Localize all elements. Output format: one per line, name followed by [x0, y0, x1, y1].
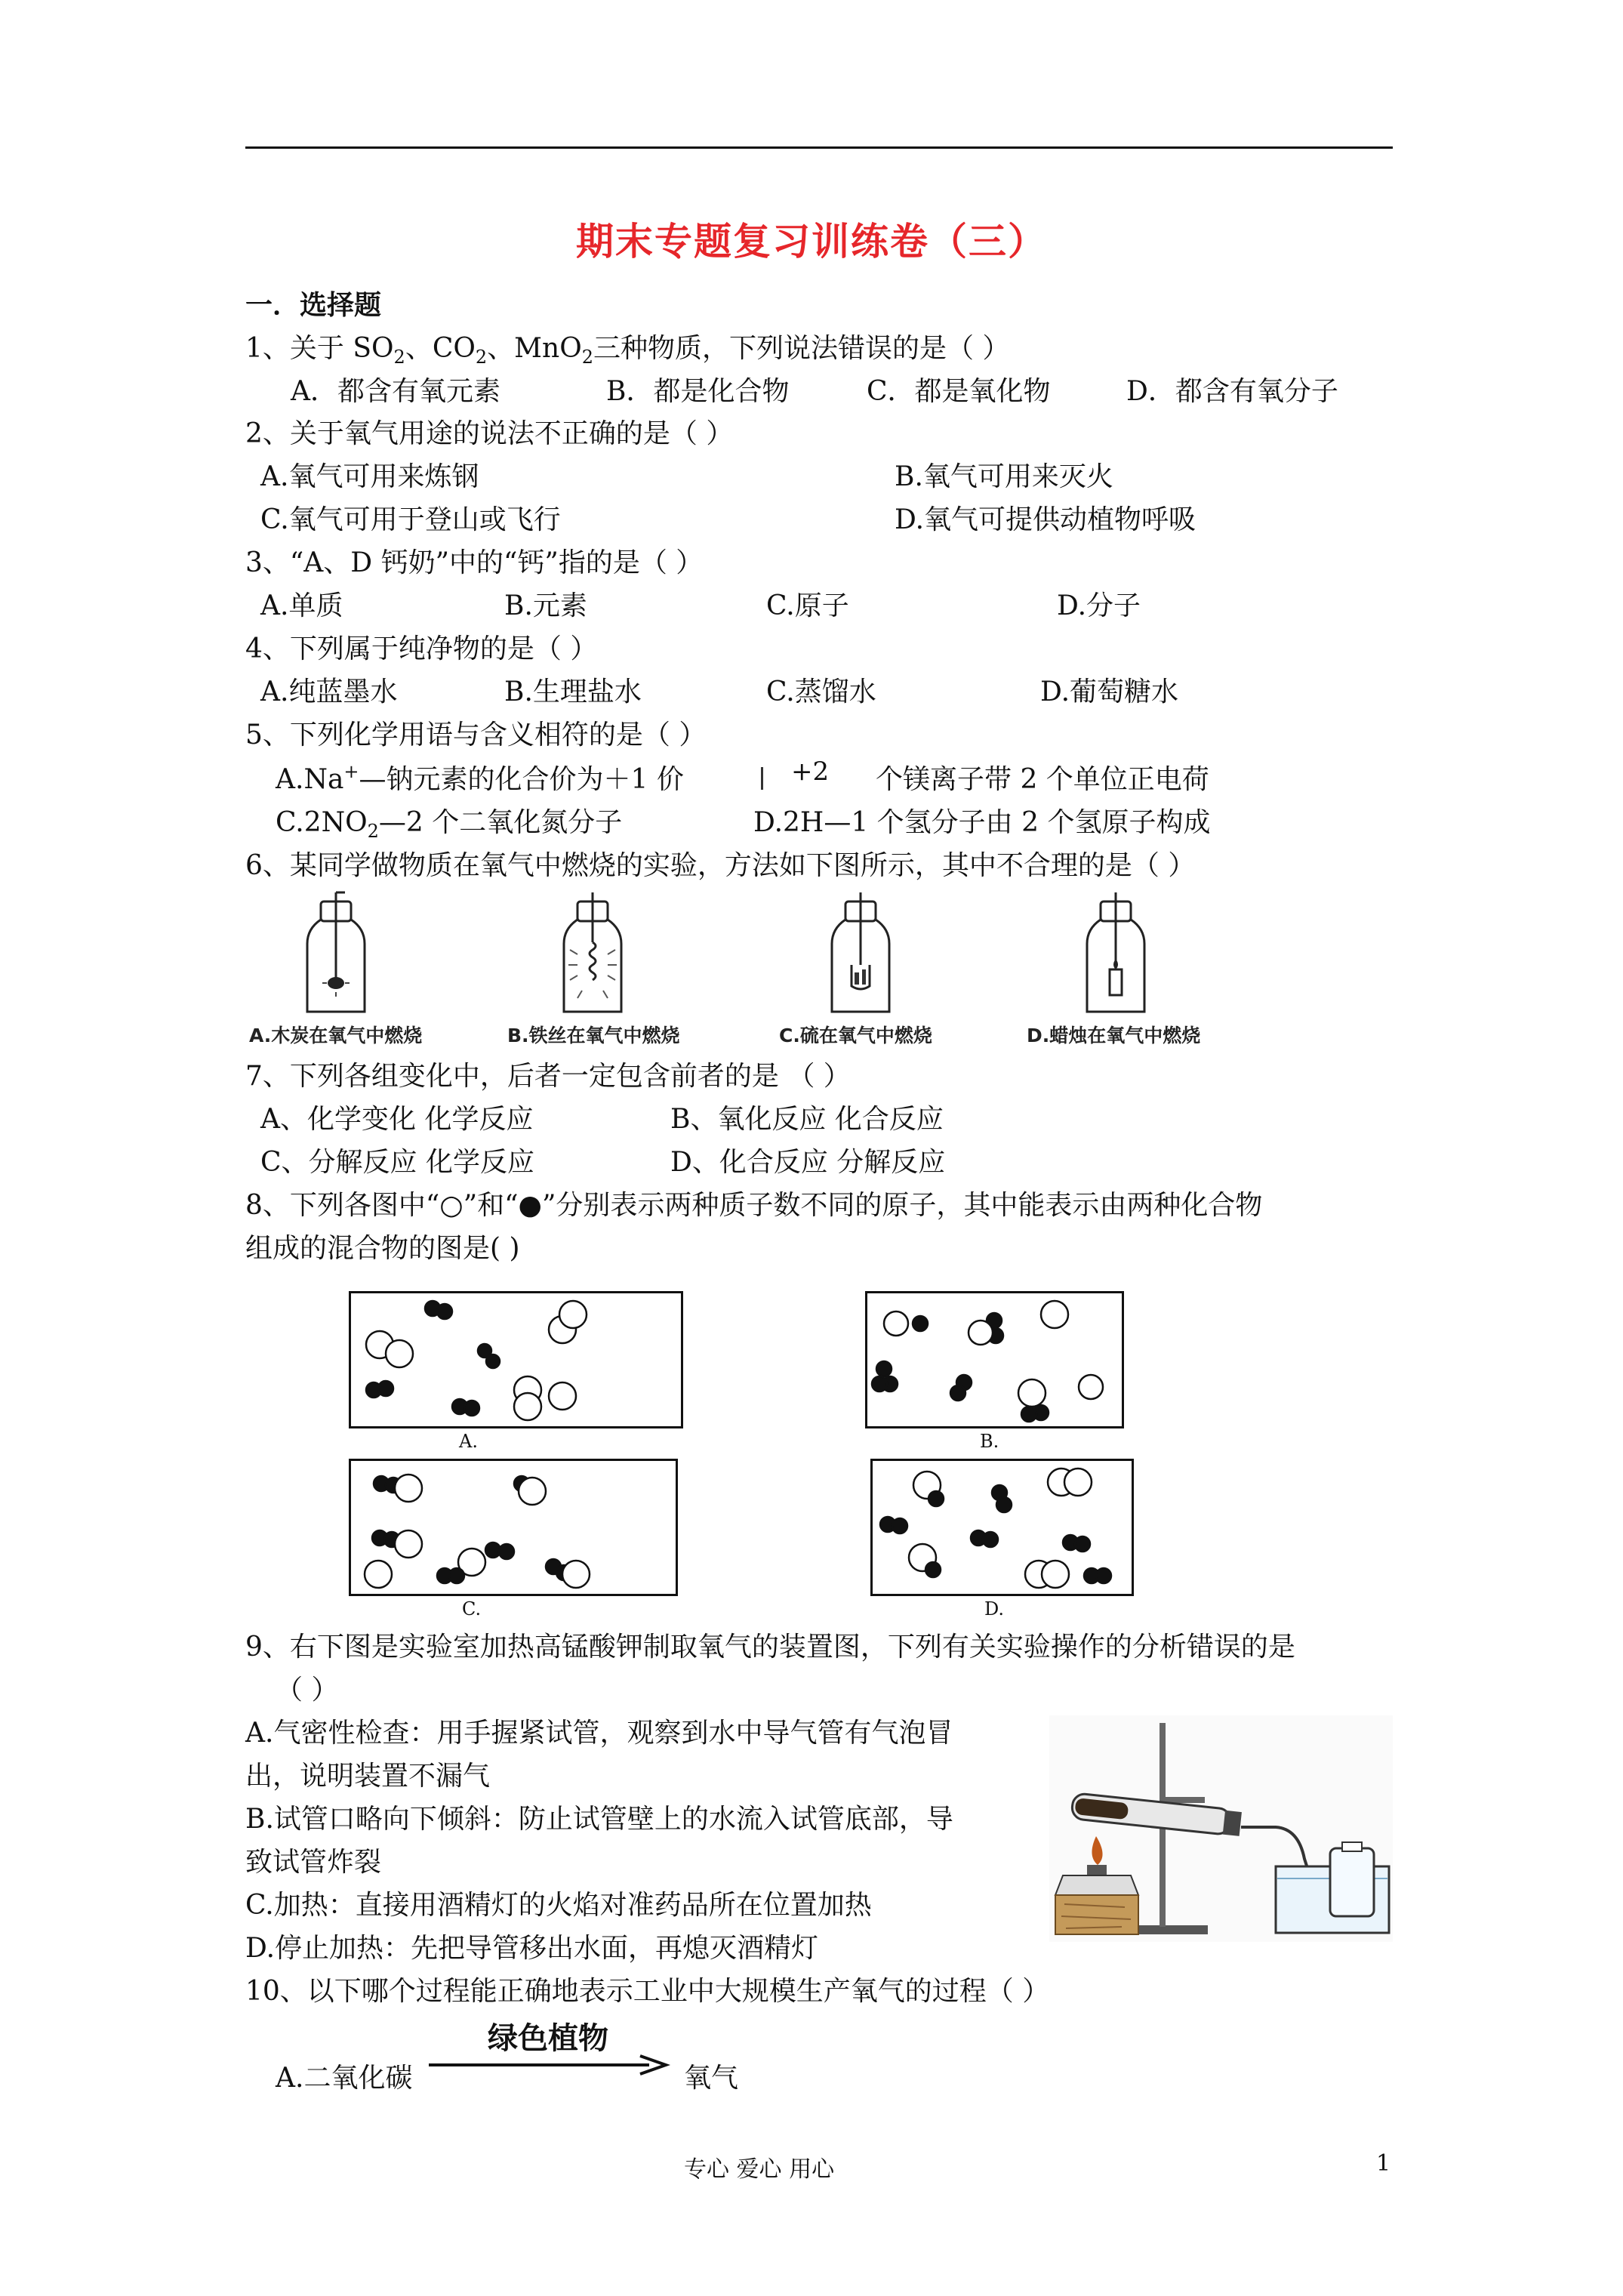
q1-stem-part: 、CO: [405, 333, 476, 364]
q6-caption-d: D.蜡烛在氧气中燃烧: [1027, 1025, 1201, 1046]
particles-b: [867, 1293, 1122, 1426]
bottle-diagram-b: [555, 897, 630, 1018]
q3-option-c: C.原子: [766, 590, 849, 621]
q4-stem: 4、下列属于纯净物的是（ ）: [245, 633, 598, 664]
q3-stem: 3、“A、D 钙奶”中的“钙”指的是（ ）: [245, 547, 704, 578]
q5-c-part: C.2NO: [276, 807, 368, 838]
particle-label-c: C.: [462, 1598, 482, 1620]
q3-option-a: A.单质: [260, 590, 343, 621]
q9-stem: 9、右下图是实验室加热高锰酸钾制取氧气的装置图，下列有关实验操作的分析错误的是: [245, 1632, 1295, 1663]
particle-label-d: D.: [984, 1598, 1005, 1620]
section-heading: 一．选择题: [245, 289, 382, 321]
particle-label-a: A.: [459, 1431, 478, 1452]
bottle-diagram-c: [823, 897, 898, 1018]
particle-box-b: [865, 1291, 1124, 1428]
oxygen-apparatus-diagram: [1049, 1715, 1393, 1942]
q7-option-a: A、化学变化 化学反应: [260, 1104, 534, 1135]
q2-stem: 2、关于氧气用途的说法不正确的是（ ）: [245, 418, 734, 449]
q1-option-b: B．都是化合物: [606, 376, 790, 407]
bottle-diagram-a: [298, 897, 374, 1018]
q5-option-d: D.2H—1 个氢分子由 2 个氢原子构成: [753, 807, 1211, 838]
q5-c-part: —2 个二氧化氮分子: [378, 807, 623, 838]
q8-stem-line1: 8、下列各图中“○”和“●”分别表示两种质子数不同的原子，其中能表示由两种化合物: [245, 1190, 1263, 1221]
q5-option-a: [276, 763, 684, 797]
q10-stem: 10、以下哪个过程能正确地表示工业中大规模生产氧气的过程（ ）: [245, 1976, 1050, 2007]
particle-box-d: [870, 1459, 1134, 1596]
q4-option-a: A.纯蓝墨水: [260, 676, 398, 707]
page-title: 期末专题复习训练卷（三）: [576, 219, 1047, 264]
particle-box-a: [349, 1291, 683, 1428]
q9-paren: （ ）: [276, 1675, 339, 1706]
q5-option-b-text: 个镁离子带 2 个单位正电荷: [876, 764, 1209, 795]
q4-option-b: B.生理盐水: [504, 676, 642, 707]
q5-option-c: [276, 806, 622, 840]
q5-c-sub: 2: [367, 821, 379, 842]
q7-option-c: C、分解反应 化学反应: [260, 1147, 534, 1178]
q2-option-d: D.氧气可提供动植物呼吸: [895, 504, 1196, 535]
bottle-diagram-d: [1078, 897, 1153, 1018]
q1-stem: [245, 332, 1010, 368]
q1-sub: 2: [581, 347, 593, 368]
q10-arrow-label: 绿色植物: [488, 2021, 608, 2056]
right-arrow-icon: [429, 2054, 670, 2076]
q7-stem: 7、下列各组变化中，后者一定包含前者的是 （ ）: [245, 1061, 851, 1092]
q5-option-b-mark: +2: [791, 757, 830, 787]
q10-option-a-left: A.二氧化碳: [276, 2063, 413, 2094]
footer-text: 专心 爱心 用心: [684, 2156, 835, 2183]
q1-stem-part: 1、关于 SO: [245, 333, 394, 364]
q4-option-d: D.葡萄糖水: [1040, 676, 1179, 707]
q9-option-c: C.加热：直接用酒精灯的火焰对准药品所在位置加热: [245, 1890, 872, 1921]
q7-option-d: D、化合反应 分解反应: [670, 1147, 946, 1178]
q5-option-b-stub: [761, 767, 763, 790]
q5-a-sup: +: [343, 761, 359, 782]
page-number: 1: [1376, 2150, 1391, 2177]
q9-option-a-line1: A.气密性检查：用手握紧试管，观察到水中导气管有气泡冒: [245, 1718, 953, 1749]
q9-option-a-line2: 出，说明装置不漏气: [245, 1761, 491, 1792]
q9-option-d: D.停止加热：先把导管移出水面，再熄灭酒精灯: [245, 1933, 819, 1964]
q1-option-d: D．都含有氧分子: [1126, 376, 1338, 407]
particles-a: [351, 1293, 681, 1426]
q1-option-c: C．都是氧化物: [867, 376, 1051, 407]
q4-option-c: C.蒸馏水: [766, 676, 876, 707]
q1-stem-part: 、MnO: [487, 333, 582, 364]
q1-stem-part: 三种物质，下列说法错误的是（ ）: [593, 333, 1010, 364]
q7-option-b: B、氧化反应 化合反应: [670, 1104, 944, 1135]
particle-box-c: [349, 1459, 678, 1596]
q5-stem: 5、下列化学用语与含义相符的是（ ）: [245, 720, 707, 750]
q1-option-a: A．都含有氧元素: [291, 376, 500, 407]
q10-option-a-right: 氧气: [684, 2063, 739, 2094]
particle-label-b: B.: [980, 1431, 999, 1452]
q1-sub: 2: [475, 347, 488, 368]
q9-option-b-line1: B.试管口略向下倾斜：防止试管壁上的水流入试管底部，导: [245, 1804, 953, 1835]
q3-option-b: B.元素: [504, 590, 587, 621]
q6-caption-a: A.木炭在氧气中燃烧: [249, 1025, 423, 1046]
q6-caption-b: B.铁丝在氧气中燃烧: [507, 1025, 680, 1046]
q6-caption-c: C.硫在氧气中燃烧: [779, 1025, 932, 1046]
q5-a-part: A.Na: [276, 764, 344, 795]
particles-c: [351, 1461, 676, 1594]
q6-stem: 6、某同学做物质在氧气中燃烧的实验，方法如下图所示，其中不合理的是（ ）: [245, 850, 1196, 881]
header-rule: [245, 146, 1393, 149]
q1-sub: 2: [393, 347, 405, 368]
particles-d: [873, 1461, 1132, 1594]
q5-a-part: —钠元素的化合价为＋1 价: [359, 764, 684, 795]
q2-option-b: B.氧气可用来灭火: [895, 461, 1113, 492]
q2-option-c: C.氧气可用于登山或飞行: [260, 504, 561, 535]
q2-option-a: A.氧气可用来炼钢: [260, 461, 479, 492]
q9-option-b-line2: 致试管炸裂: [245, 1847, 382, 1878]
q8-stem-line2: 组成的混合物的图是( ): [245, 1233, 520, 1264]
q3-option-d: D.分子: [1057, 590, 1141, 621]
